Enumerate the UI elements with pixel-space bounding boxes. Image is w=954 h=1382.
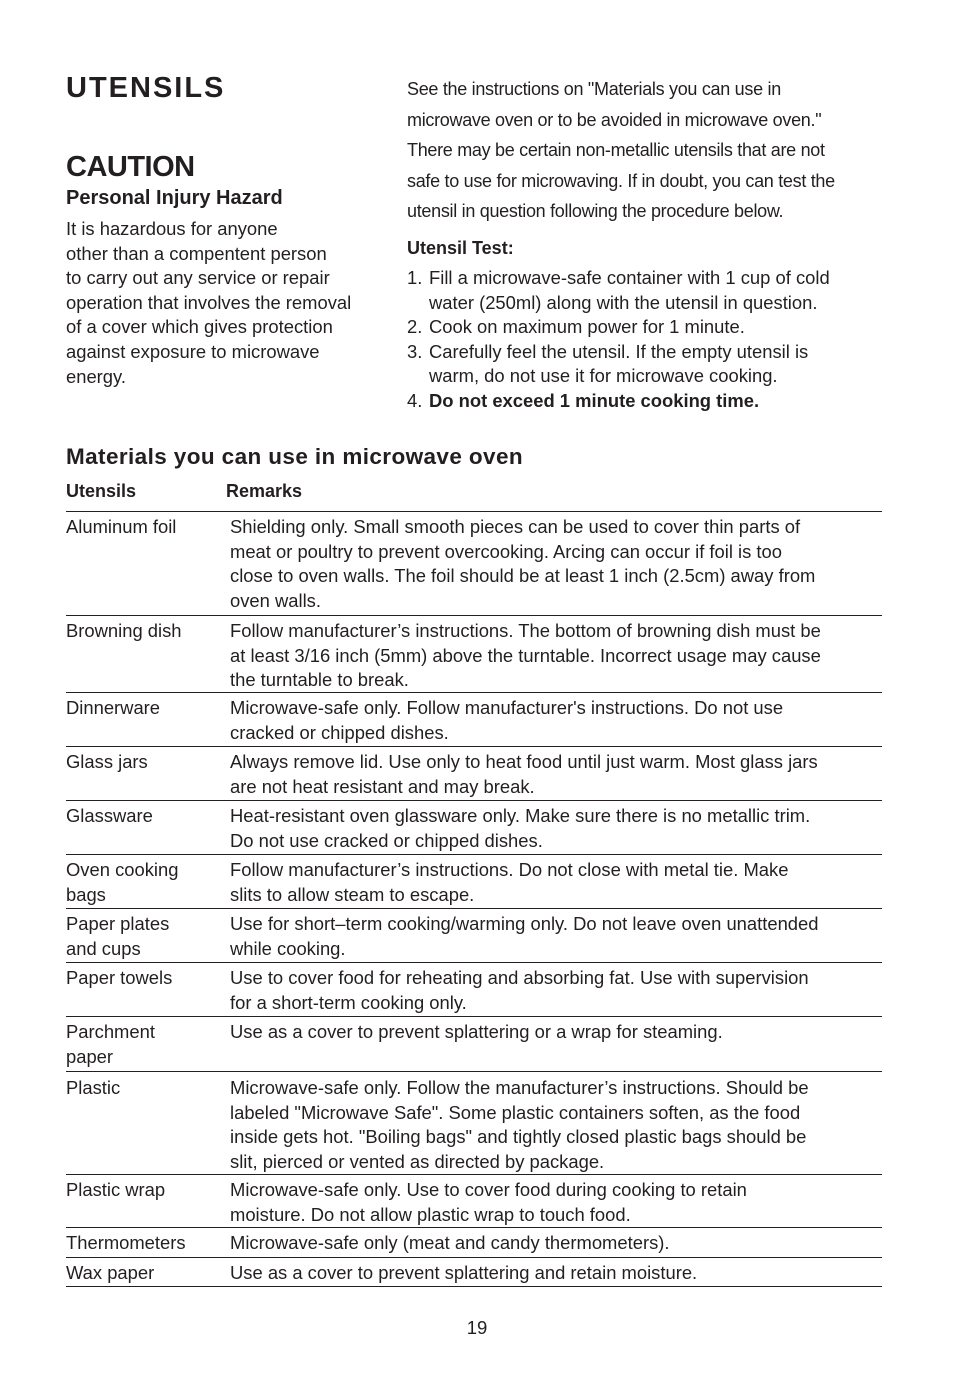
materials-title: Materials you can use in microwave oven: [66, 444, 524, 469]
caution-title: CAUTION: [66, 151, 195, 183]
utensil-remark-line: Always remove lid. Use only to heat food until just warm. Most glass jars: [230, 751, 818, 772]
utensil-test-steps: [407, 266, 907, 414]
table-row: [66, 693, 882, 747]
step-number: 4.: [407, 389, 423, 411]
utensil-remark-line: close to oven walls. The foil should be at least 1 inch (2.5cm) away from: [230, 565, 816, 587]
utensil-name-line: Plastic wrap: [66, 1179, 166, 1200]
utensil-remark-line: are not heat resistant and may break.: [230, 775, 535, 797]
step-number: 1.: [407, 267, 423, 288]
utensil-name: [66, 515, 226, 540]
utensil-remark: [230, 750, 890, 799]
utensil-name-line: Oven cooking: [66, 859, 179, 880]
utensil-remark-line: meat or poultry to prevent overcooking. Arcing can occur if foil is too: [230, 540, 782, 562]
table-row: [66, 616, 882, 693]
step-text: [429, 266, 830, 315]
page-title: UTENSILS: [66, 72, 226, 104]
utensil-remark-line: cracked or chipped dishes.: [230, 721, 449, 743]
intro-line: See the instructions on "Materials you can use in: [407, 79, 781, 99]
utensil-name: [66, 804, 226, 829]
utensil-remark: [230, 515, 890, 613]
utensil-remark: [230, 1231, 890, 1256]
utensil-remark: [230, 619, 890, 693]
utensil-name-line: Dinnerware: [66, 697, 161, 718]
utensil-name: [66, 1178, 226, 1203]
utensil-name: [66, 912, 226, 961]
table-row: [66, 1072, 882, 1175]
utensil-remark-line: moisture. Do not allow plastic wrap to touch food.: [230, 1203, 631, 1225]
column-header-utensils: Utensils: [66, 481, 137, 501]
utensil-remark-line: Use for short–term cooking/warming only. Do not leave oven unattended: [230, 913, 819, 934]
utensil-name-line: paper: [66, 1045, 114, 1067]
caution-line: It is hazardous for anyone: [66, 218, 278, 239]
utensil-remark-line: at least 3/16 inch (5mm) above the turntable. Incorrect usage may cause: [230, 644, 821, 666]
step-text: [429, 389, 759, 414]
intro-line: There may be certain non-metallic utensils that are not: [407, 140, 825, 161]
caution-line: energy.: [66, 365, 126, 387]
utensil-remark: [230, 1261, 890, 1286]
table-row: [66, 511, 882, 616]
utensil-remark-line: oven walls.: [230, 589, 321, 611]
utensil-remark: [230, 804, 890, 853]
utensil-remark-line: Use as a cover to prevent splattering or a wrap for steaming.: [230, 1021, 723, 1042]
utensil-name-line: Glass jars: [66, 751, 148, 772]
utensil-remark-line: inside gets hot. "Boiling bags" and tightly closed plastic bags should be: [230, 1126, 807, 1148]
utensil-remark-line: Heat-resistant oven glassware only. Make sure there is no metallic trim.: [230, 805, 811, 826]
step-number: 3.: [407, 340, 423, 362]
table-row: [66, 855, 882, 909]
intro-line: microwave oven or to be avoided in microwave oven.": [407, 109, 822, 130]
caution-line: operation that involves the removal: [66, 291, 352, 313]
utensil-remark-line: Microwave-safe only. Use to cover food during cooking to retain: [230, 1179, 747, 1200]
intro-paragraph: [407, 74, 897, 227]
table-row: [66, 1017, 882, 1072]
utensil-remark-line: Microwave-safe only. Follow manufacturer's instructions. Do not use: [230, 697, 784, 718]
intro-line: safe to use for microwaving. If in doubt, you can test the: [407, 170, 835, 191]
step-line: warm, do not use it for microwave cooking.: [429, 365, 778, 387]
utensil-name: [66, 750, 226, 775]
table-row: [66, 1175, 882, 1228]
step-text: [429, 340, 808, 389]
caution-line: other than a compentent person: [66, 242, 327, 264]
utensil-name: [66, 619, 226, 644]
test-step: [407, 340, 907, 389]
step-text: [429, 315, 745, 340]
utensil-name-line: Browning dish: [66, 620, 182, 641]
test-step: [407, 266, 907, 315]
test-step: [407, 389, 907, 414]
column-header-remarks: Remarks: [226, 481, 303, 501]
utensil-remark-line: Do not use cracked or chipped dishes.: [230, 829, 543, 851]
table-row: [66, 801, 882, 855]
table-header: [66, 479, 882, 512]
utensil-name: [66, 1020, 226, 1069]
step-line: Cook on maximum power for 1 minute.: [429, 316, 745, 338]
utensil-name-line: Glassware: [66, 805, 153, 826]
step-line: water (250ml) along with the utensil in question.: [429, 291, 818, 313]
table-row: [66, 963, 882, 1017]
utensil-name: [66, 1261, 226, 1286]
utensil-name-line: Plastic: [66, 1077, 121, 1098]
utensil-remark-line: the turntable to break.: [230, 669, 409, 691]
utensil-name-line: and cups: [66, 937, 141, 959]
caution-paragraph: [66, 217, 391, 389]
intro-line: utensil in question following the procedure below.: [407, 201, 784, 222]
table-row: [66, 909, 882, 963]
caution-line: of a cover which gives protection: [66, 316, 333, 338]
utensil-remark: [230, 1178, 890, 1227]
table-row: [66, 1258, 882, 1287]
utensil-remark-line: Follow manufacturer’s instructions. The bottom of browning dish must be: [230, 620, 821, 641]
utensil-name-line: Parchment: [66, 1021, 155, 1042]
utensil-test-title: Utensil Test:: [407, 238, 514, 258]
step-line: Fill a microwave-safe container with 1 cup of cold: [429, 267, 830, 288]
utensil-name: [66, 1076, 226, 1101]
utensil-remark-line: Use as a cover to prevent splattering and retain moisture.: [230, 1262, 698, 1283]
page-number: 19: [466, 1317, 488, 1338]
step-line: Do not exceed 1 minute cooking time.: [429, 389, 760, 411]
step-number: 2.: [407, 316, 423, 338]
utensil-remark-line: Use to cover food for reheating and absorbing fat. Use with supervision: [230, 967, 809, 988]
utensil-remark-line: Microwave-safe only (meat and candy thermometers).: [230, 1232, 670, 1253]
utensil-name-line: Aluminum foil: [66, 516, 177, 537]
utensil-name-line: bags: [66, 883, 106, 905]
test-step: [407, 315, 907, 340]
utensil-remark-line: slits to allow steam to escape.: [230, 883, 475, 905]
utensil-remark: [230, 1020, 890, 1045]
utensil-remark-line: Follow manufacturer’s instructions. Do not close with metal tie. Make: [230, 859, 789, 880]
utensil-remark: [230, 1076, 890, 1174]
utensil-remark-line: while cooking.: [230, 937, 346, 959]
utensil-name-line: Paper plates: [66, 913, 170, 934]
utensil-remark: [230, 966, 890, 1015]
utensil-remark-line: labeled "Microwave Safe". Some plastic containers soften, as the food: [230, 1101, 801, 1123]
caution-line: against exposure to microwave: [66, 340, 320, 362]
table-row: [66, 747, 882, 801]
utensil-remark-line: Microwave-safe only. Follow the manufacturer’s instructions. Should be: [230, 1077, 809, 1098]
caution-line: to carry out any service or repair: [66, 267, 330, 289]
utensil-name-line: Paper towels: [66, 967, 173, 988]
table-row: [66, 1228, 882, 1258]
utensil-remark-line: slit, pierced or vented as directed by package.: [230, 1150, 605, 1172]
utensil-name: [66, 858, 226, 907]
utensil-remark-line: for a short-term cooking only.: [230, 991, 467, 1013]
utensil-name: [66, 696, 226, 721]
utensil-name: [66, 1231, 226, 1256]
utensil-name: [66, 966, 226, 991]
step-line: Carefully feel the utensil. If the empty utensil is: [429, 340, 809, 362]
utensil-name-line: Wax paper: [66, 1262, 155, 1283]
utensil-remark: [230, 696, 890, 745]
utensil-remark-line: Shielding only. Small smooth pieces can be used to cover thin parts of: [230, 516, 801, 537]
utensil-remark: [230, 858, 890, 907]
utensil-name-line: Thermometers: [66, 1232, 186, 1253]
caution-subtitle: Personal Injury Hazard: [66, 187, 283, 209]
utensil-remark: [230, 912, 890, 961]
